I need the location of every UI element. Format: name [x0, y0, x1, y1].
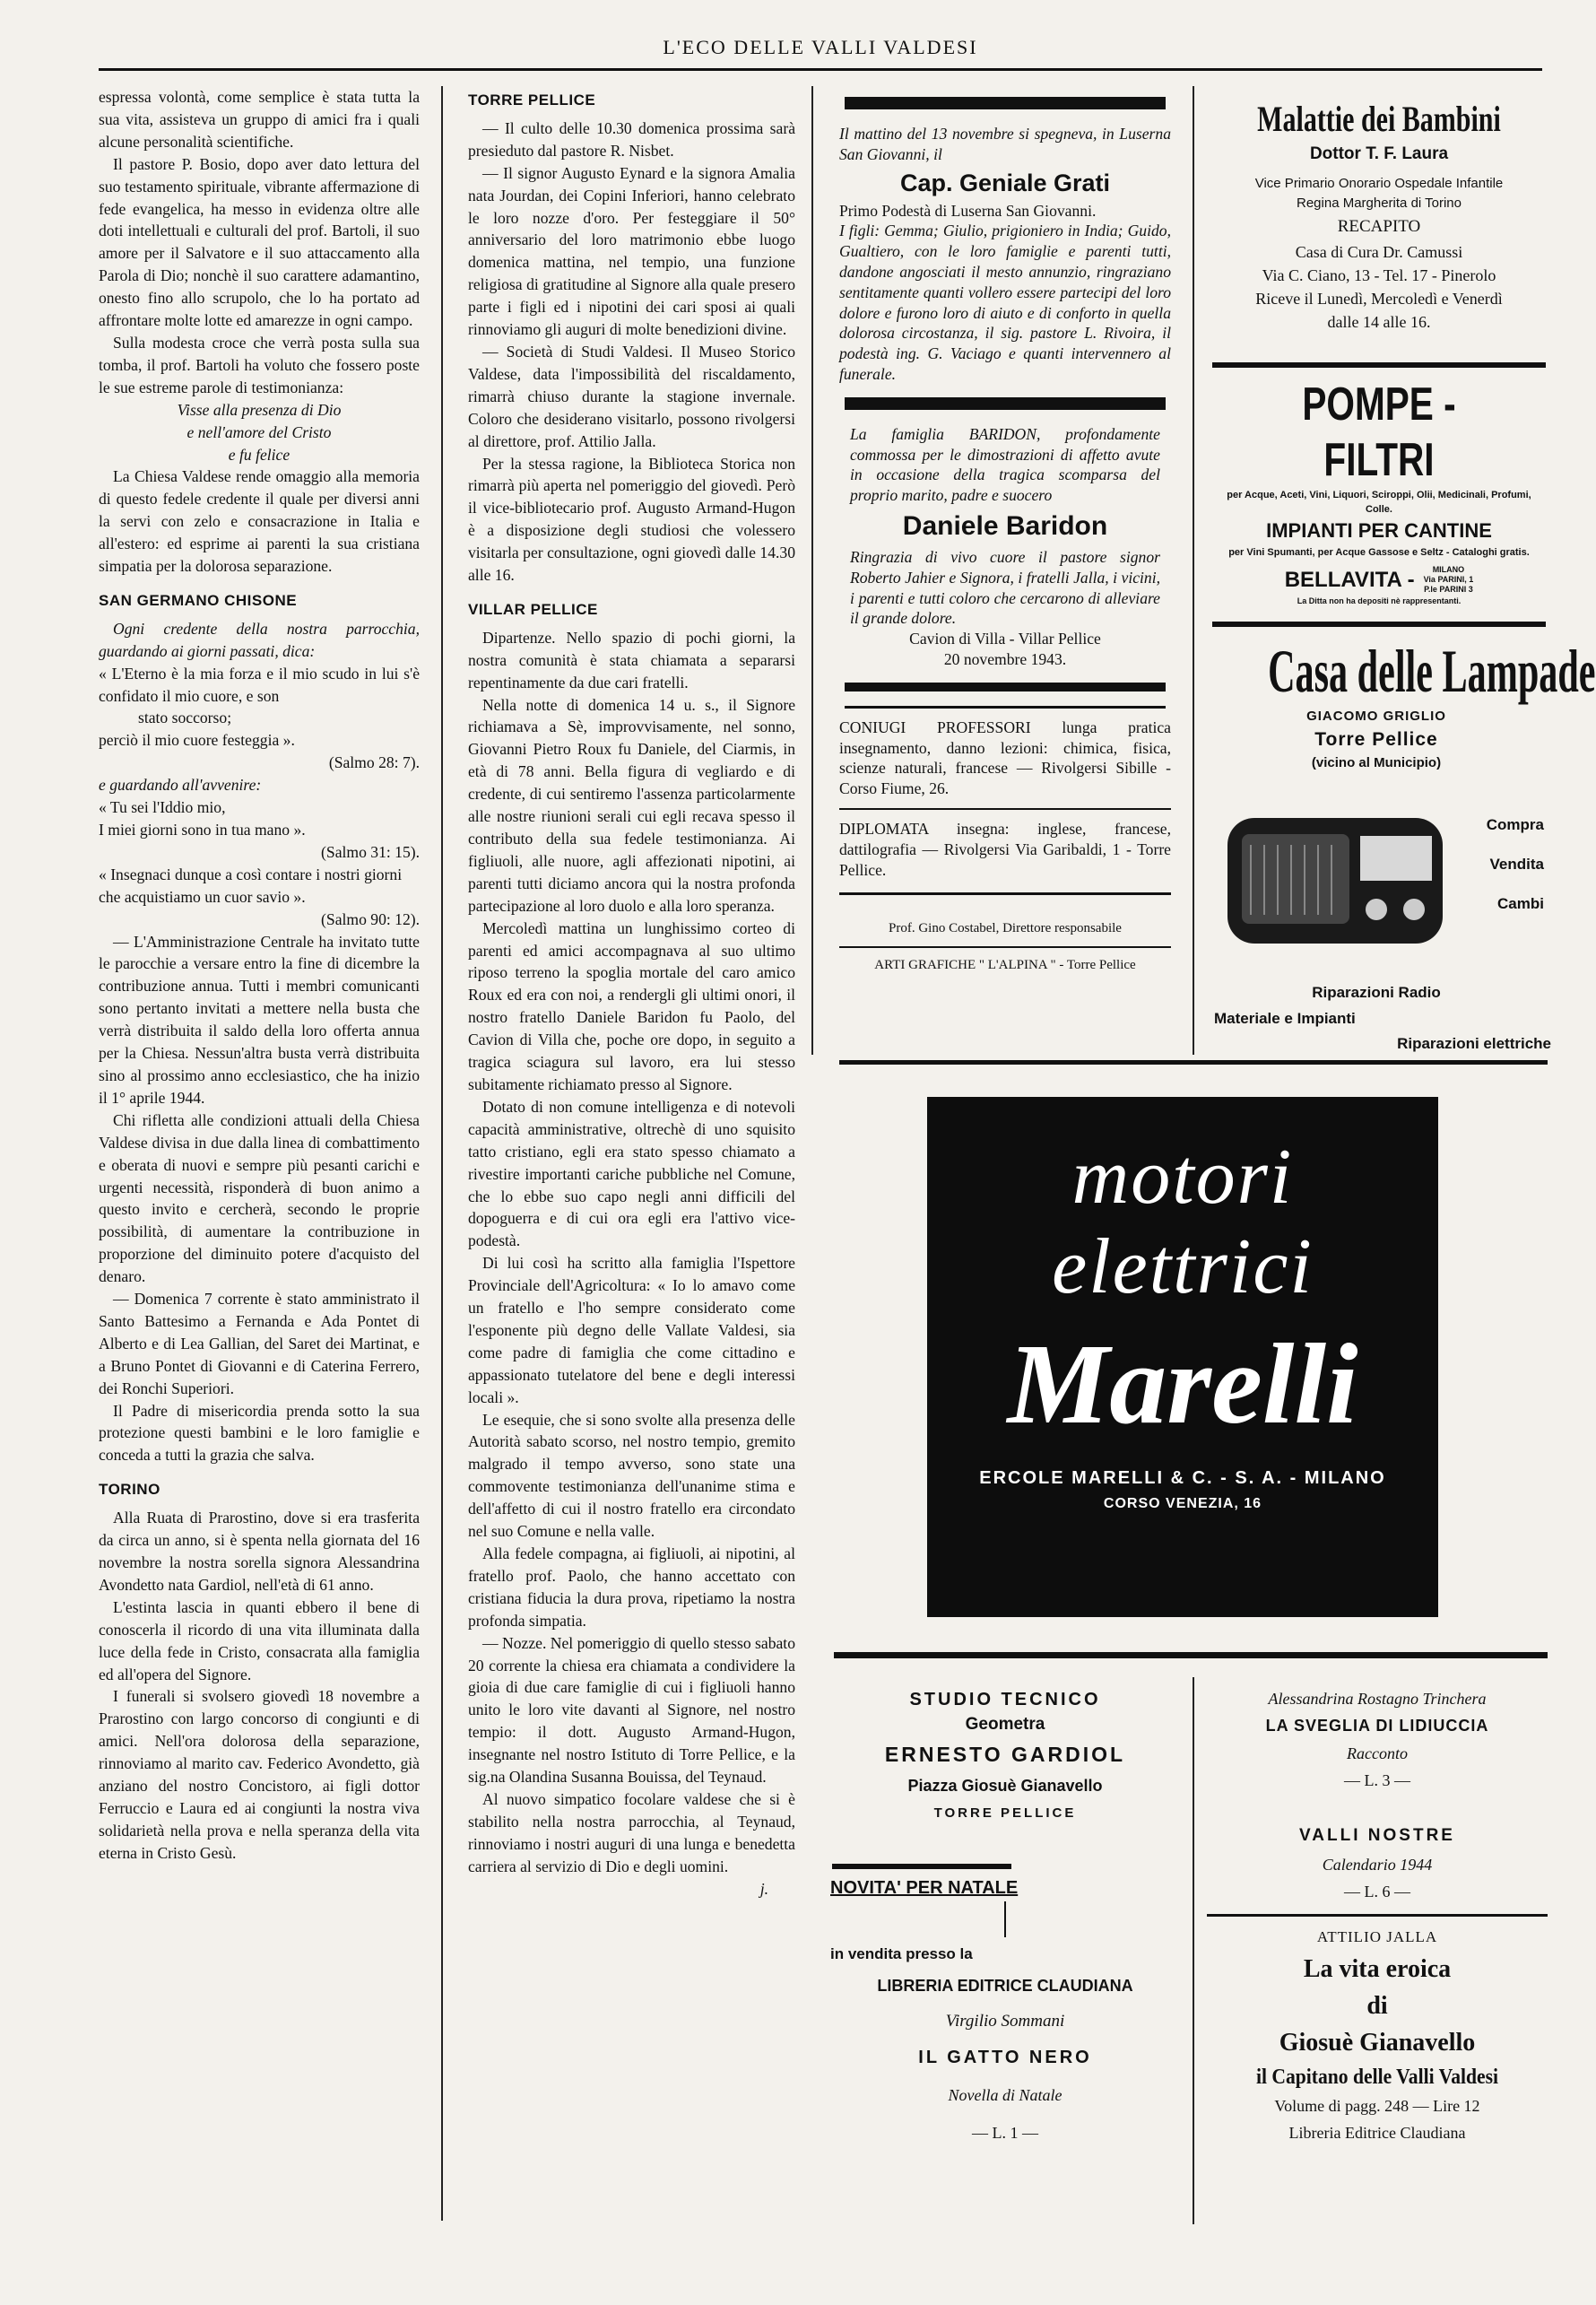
book-price: — L. 3 —: [1344, 1771, 1410, 1789]
rule: [845, 706, 1166, 709]
paragraph: Al nuovo simpatico focolare valdese che si è stabilito nella nostra parrocchia, al Teynaud, rinnoviamo i nostri auguri di una lunga e benedetta carriera al servizio di Dio e degli uomini.: [468, 1789, 795, 1875]
ad-service: Compra: [1486, 816, 1544, 833]
book-title: di: [1366, 1992, 1388, 2020]
ad-doctor: Dottor T. F. Laura: [1309, 144, 1449, 163]
ad-divider: [1212, 362, 1546, 368]
paragraph: Per la stessa ragione, la Biblioteca Storica non rimarrà più aperta nel pomeriggio del giovedì. Però il vice-bibliotecario prof. Augusto Armand-Hugon è a disposizione degli studiosi che volessero visitarla per consultazione, ogni giovedì dalle 14.30 alle 16.: [468, 454, 795, 585]
ad-line: dalle 14 alle 16.: [1327, 313, 1431, 331]
section-divider: [839, 1060, 1548, 1065]
book-title: il Capitano delle Valli Valdesi: [1255, 2066, 1499, 2089]
verse: « Insegnaci dunque a così contare i nostri giorni: [99, 865, 403, 883]
paragraph: Dipartenze. Nello spazio di pochi giorni, la nostra comunità è stata chiamata a separarsi repentinamente da due cari fratelli.: [468, 628, 795, 692]
column-divider: [1193, 86, 1194, 1055]
ad-brand: BELLAVITA -: [1284, 567, 1415, 592]
paragraph: espressa volontà, come semplice è stata tutta la sua vita, assisteva un gruppo di amici fra i quali alcune personalità scientifiche.: [99, 88, 420, 151]
book-title: LA SVEGLIA DI LIDIUCCIA: [1265, 1717, 1489, 1735]
paragraph: — Nozze. Nel pomeriggio di quello stesso sabato 20 corrente la chiesa era chiamata a condividere la gioia di due care famiglie di cui i figliuoli hanno unito le loro vite davanti al Signore, nel nostro tempio: il dott. Augusto Armand-Hugon, insegnante nel nostro Istituto di Torre Pellice, e la sig.na Olandina Susanna Bouissa, del Teynaud.: [468, 1633, 795, 1787]
ad-address: Via PARINI, 1: [1423, 575, 1474, 584]
obituary-grati: [839, 124, 1171, 385]
paragraph: Di lui così ha scritto alla famiglia l'Ispettore Provinciale dell'Agricoltura: « Io lo amavo come un fratello e l'ho sempre considerato come l'esponente più degno delle Vallate Valdesi, sia come padre di famiglia che come cittadino e appassionato tutelatore del bene e degli interessi locali ».: [468, 1254, 795, 1406]
paragraph: L'estinta lascia in quanti ebbero il bene di conoscerla il ricordo di una vita illuminata dalla luce della fede in Cristo, consacrata alla famiglia ed all'opera del Signore.: [99, 1597, 420, 1683]
verse: stato soccorso;: [138, 709, 232, 727]
column-1: [99, 86, 420, 1865]
ad-title: NOVITA' PER NATALE: [830, 1878, 1019, 1898]
notice-line: Primo Podestà di Luserna San Giovanni.: [839, 201, 1097, 220]
paragraph: Sulla modesta croce che verrà posta sulla sua tomba, il prof. Bartoli ha voluto che fossero poste le sue estreme parole di testimonianza:: [99, 333, 420, 396]
notice-intro: Il mattino del 13 novembre si spegneva, in Luserna San Giovanni, il: [839, 125, 1171, 163]
paragraph: — Il signor Augusto Eynard e la signora Amalia nata Jourdan, dei Copini Inferiori, hanno celebrato le loro nozze d'oro. Per festeggiare il 50° anniversario del loro matrimonio ebbe luogo domenica mattina, nel tempio, una funzione religiosa di gratitudine al Signore alla quale presero parte i figli ed i nipotini dei cari sposi ai quali rinnoviamo gli auguri di molte benedizioni divine.: [468, 163, 795, 339]
notice-name: Daniele Baridon: [902, 510, 1108, 541]
ad-line: (vicino al Municipio): [1311, 755, 1442, 770]
notice-place: Cavion di Villa - Villar Pellice: [909, 630, 1101, 648]
obituary-baridon: [839, 424, 1171, 670]
ad-line: Regina Margherita di Torino: [1297, 196, 1462, 211]
ad-pediatrician: [1212, 97, 1546, 334]
ad-title: POMPE - FILTRI: [1302, 378, 1456, 486]
verse: perciò il mio cuore festeggia ».: [99, 731, 295, 750]
ad-line: Geometra: [965, 1715, 1045, 1734]
quote-line: e nell'amore del Cristo: [186, 422, 332, 441]
verse-reference: (Salmo 31: 15).: [321, 842, 420, 861]
section-heading: TORINO: [99, 1481, 160, 1499]
book-title: Giosuè Gianavello: [1279, 2029, 1476, 2057]
section-heading: VILLAR PELLICE: [468, 600, 598, 618]
ad-line: STUDIO TECNICO: [909, 1690, 1101, 1709]
paragraph: Mercoledì mattina un lunghissimo corteo di parenti ed amici accompagnava al suo ultimo riposo terreno la spoglia mortale del caro amico Roux ed era con noi, a rendergli gli ultimi onori, il nostro fratello Daniele Baridon fu Paolo, del Cavion di Villa che, poche ore dopo, in seguito a tragica sciagura sul lavoro, era lui stesso subitamente richiamato presso al Signore.: [468, 918, 795, 1093]
paragraph: Alla fedele compagna, ai figliuoli, ai nipotini, al fratello prof. Paolo, che hanno accettato con cristiana fiducia la dura prova, ripetiamo la nostra profonda simpatia.: [468, 1544, 795, 1630]
paragraph: — Domenica 7 corrente è stato amministrato il Santo Battesimo a Fernanda e Ada Pontet di Alberto e di Lea Gallian, del Saret dei Martinat, e a Bruno Pontet di Giovanni e di Caterina Ferrero, dei Ronchi Superiori.: [99, 1290, 420, 1397]
section-heading: SAN GERMANO CHISONE: [99, 591, 298, 609]
ad-brand: Marelli: [1007, 1320, 1358, 1448]
ad-line: motori: [1071, 1134, 1294, 1221]
paragraph: Il Padre di misericordia prenda sotto la sua protezione questi bambini e le loro famiglie e conceda a tutti la grazia che salva.: [99, 1401, 420, 1465]
paragraph: La Chiesa Valdese rende omaggio alla memoria di questo fedele credente il quale per diversi anni la servi con zelo e consacrazione in Italia e all'estero: ed esprime ai parenti la sua cristiana simpatia per la dolorosa separazione.: [99, 467, 420, 576]
ad-line: Riparazioni elettriche: [1397, 1035, 1551, 1052]
book-author: ATTILIO JALLA: [1316, 1928, 1438, 1945]
verse-reference: (Salmo 28: 7).: [328, 753, 420, 772]
book-kind: Calendario 1944: [1322, 1856, 1433, 1874]
ad-line: TORRE PELLICE: [933, 1805, 1077, 1821]
column-divider: [1193, 1677, 1194, 2224]
rule: [839, 808, 1171, 810]
ad-line: per Vini Spumanti, per Acque Gassose e Seltz - Cataloghi gratis.: [1228, 547, 1530, 558]
classified-ad: CONIUGI PROFESSORI lunga pratica insegnamento, danno lezioni: chimica, fisica, scienze naturali, francese — Rivolgersi Sibille - Corso Fiume, 26.: [839, 718, 1171, 798]
notice-body: Ringrazia di vivo cuore il pastore signor Roberto Jahier e Signora, i fratelli Jalla, i vicini, i parenti e tutti coloro che cercarono di alleviare il grande dolore.: [850, 547, 1160, 628]
classified-ad: DIPLOMATA insegna: inglese, francese, dattilografia — Rivolgersi Via Garibaldi, 1 - Torre Pellice.: [839, 819, 1171, 879]
ad-marelli: [927, 1097, 1438, 1617]
ad-owner: GIACOMO GRIGLIO: [1306, 709, 1446, 724]
verse: « Tu sei l'Iddio mio,: [99, 798, 226, 817]
verse: I miei giorni sono in tua mano ».: [99, 821, 306, 839]
signature: j.: [759, 1879, 768, 1898]
ad-divider: [1212, 622, 1546, 627]
rule: [1207, 1914, 1548, 1917]
classifieds: [839, 718, 1171, 976]
paragraph: Nella notte di domenica 14 u. s., il Signore richiamava a Sè, improvvisamente, nel sonno, Giovanni Pietro Roux fu Daniele, del Ciarmis, in età di 78 anni. Bella figura di vegliardo e di credente, di cui sentiremo l'assenza particolarmente alle nostre riunioni serali cui egli recava spesso il contributo della sua fedele testimonianza. Ai figliuoli, alle nuore, agli affezionati nipotini, ai parenti tutti diciamo ancora qui la nostra profonda partecipazione al loro duolo e alla loro speranza.: [468, 695, 795, 915]
ad-price: — L. 1 —: [972, 2124, 1038, 2142]
ad-author: Virgilio Sommani: [945, 2012, 1065, 2031]
verse: « L'Eterno è la mia forza e il mio scudo in lui s'è confidato il mio cuore, e son: [99, 664, 420, 705]
paragraph: — Il culto delle 10.30 domenica prossima sarà presieduto dal pastore R. Nisbet.: [468, 118, 795, 160]
ad-line: Casa di Cura Dr. Camussi: [1295, 243, 1463, 261]
ad-line: La Ditta non ha depositi nè rappresentanti.: [1297, 596, 1462, 605]
ad-line: Riceve il Lunedì, Mercoledì e Venerdì: [1255, 290, 1503, 308]
printer-line: ARTI GRAFICHE " L'ALPINA " - Torre Pellice: [874, 958, 1136, 973]
ad-line: elettrici: [1052, 1223, 1314, 1310]
book-author: Alessandrina Rostagno Trinchera: [1268, 1690, 1487, 1708]
ad-studio-gardiol: [830, 1686, 1180, 1828]
notice-body: I figli: Gemma; Giulio, prigioniero in India; Guido, Gualtiero, con le loro famiglie e parenti tutti, dandone angosciati il mesto annunzio, ringraziano sentitamente quanti vollero essere partecipi del loro dolore e furono loro di aiuto e di conforto in quella dolorosa circostanza, il sig. pastore L. Rivoira, il podestà ing. G. Vaciago e quanti intervennero al funerale.: [839, 222, 1171, 383]
section-heading: TORRE PELLICE: [468, 91, 596, 109]
notice-name: Cap. Geniale Grati: [899, 169, 1111, 196]
ad-address: CORSO VENEZIA, 16: [1103, 1496, 1262, 1511]
paragraph: Chi rifletta alle condizioni attuali della Chiesa Valdese divisa in due dalla linea di combattimento e oberata di nuovi e sempre più pesanti carichi e urgenti necessità, risponderà di buon animo a questo invito e cercherà, secondo le proprie possibilità, di aumentare la contribuzione in proporzione del diminuito potere d'acquisto del denaro.: [99, 1110, 420, 1286]
ad-shop: LIBRERIA EDITRICE CLAUDIANA: [877, 1977, 1133, 1995]
column-3: [839, 97, 1171, 976]
ad-christmas-books: [830, 1864, 1180, 2151]
ad-pumps: [1212, 377, 1546, 607]
ad-service: Cambi: [1497, 895, 1544, 912]
ad-line: Materiale e Impianti: [1214, 1010, 1356, 1027]
ad-claudiana-books: [1207, 1686, 1548, 2146]
quote-line: Visse alla presenza di Dio: [177, 400, 342, 419]
paragraph: Alla Ruata di Prarostino, dove si era trasferita da circa un anno, si è spenta nella giornata del 16 novembre la nostra sorella signora Alessandrina Avondetto nata Gardiol, nell'età di 61 anno.: [99, 1509, 420, 1594]
ad-company: ERCOLE MARELLI & C. - S. A. - MILANO: [979, 1468, 1386, 1488]
ad-title: Malattie dei Bambini: [1257, 99, 1501, 139]
book-publisher: Libreria Editrice Claudiana: [1288, 2124, 1466, 2142]
book-title: La vita eroica: [1303, 1955, 1452, 1983]
column-divider: [811, 86, 813, 1055]
ad-kind: Novella di Natale: [948, 2086, 1063, 2104]
column-2: [468, 86, 795, 1901]
arrow-down-icon: [996, 1901, 1014, 1941]
ad-line: Vice Primario Onorario Ospedale Infantile: [1254, 176, 1504, 191]
ad-city: Torre Pellice: [1314, 729, 1438, 750]
rule: [839, 946, 1171, 948]
rule: [839, 892, 1171, 895]
paragraph: — L'Amministrazione Centrale ha invitato tutte le parocchie a versare entro la fine di dicembre la contribuzione annua. Tutti i membri comunicanti sono pertanto invitati a mettere nella busta che verrà distribuita il saldo della loro offerta annua per la Chiesa. Nessun'altra busta verrà distribuita sino al prossimo anno ecclesiastico, che ha inizio il 1° aprile 1944.: [99, 932, 420, 1107]
verse-reference: (Salmo 90: 12).: [321, 909, 420, 928]
ad-name: ERNESTO GARDIOL: [884, 1743, 1126, 1766]
paragraph: Ogni credente della nostra parrocchia, guardando ai giorni passati, dica:: [99, 619, 420, 660]
paragraph: — Società di Studi Valdesi. Il Museo Storico Valdese, data l'impossibilità del riscaldamento, rimarrà chiuso durante la stagione invernale. Coloro che desiderano visitarlo, possono rivolgersi al direttore, prof. Attilio Jalla.: [468, 342, 795, 450]
ad-line: Via C. Ciano, 13 - Tel. 17 - Pinerolo: [1262, 266, 1496, 284]
ad-line: per Acque, Aceti, Vini, Liquori, Sciroppi, Olii, Medicinali, Profumi, Colle.: [1227, 490, 1531, 515]
column-divider: [441, 86, 443, 2221]
ad-address: P.le PARINI 3: [1424, 585, 1473, 594]
book-title: VALLI NOSTRE: [1299, 1826, 1455, 1845]
rule: [832, 1864, 1011, 1869]
paragraph: e guardando all'avvenire:: [99, 776, 262, 795]
ad-address: MILANO: [1432, 565, 1465, 574]
radio-illustration: [1224, 809, 1448, 952]
director-line: Prof. Gino Costabel, Direttore responsabile: [889, 921, 1122, 936]
ad-title: Casa delle Lampade: [1268, 637, 1596, 705]
ad-book: IL GATTO NERO: [918, 2048, 1092, 2067]
ad-lamp-shop: [1201, 635, 1596, 1057]
notice-intro: La famiglia BARIDON, profondamente commossa per le dimostrazioni di affetto avute in occasione della tragica scomparsa del proprio marito, padre e suocero: [850, 424, 1160, 505]
verse: che acquistiamo un cuor savio ».: [99, 887, 306, 906]
paragraph: I funerali si svolsero giovedì 18 novembre a Prarostino con largo concorso di congiunti e di amici. Nell'ora dolorosa della separazione, rinnoviamo al marito cav. Federico Avondetto, già anziano del nostro Concistoro, ai figli dottor Ferruccio e Laura ed ai congiunti la nostra viva solidarietà nella prova e nella speranza della vita eterna in Cristo Gesù.: [99, 1687, 420, 1862]
paragraph: Il pastore P. Bosio, dopo aver dato lettura del suo testamento spirituale, vibrante affermazione di fede evangelica, ha messo in evidenza oltre alle doti intellettuali e culturali del prof. Bartoli, il suo amore per il Salvatore e il suo attaccamento alla Parola di Dio; nonchè il suo carattere adamantino, onesto fino allo scrupolo, che lo ha portato ad affrontare molte lotte ed amarezze in ogni campo.: [99, 154, 420, 330]
black-bar: [845, 683, 1166, 692]
newspaper-title: L'ECO DELLE VALLI VALDESI: [663, 36, 978, 58]
quote-line: e fu felice: [228, 445, 291, 464]
page-header: [99, 36, 1542, 71]
book-volume: Volume di pagg. 248 — Lire 12: [1274, 2097, 1480, 2115]
book-kind: Racconto: [1347, 1744, 1408, 1762]
book-price: — L. 6 —: [1344, 1883, 1410, 1901]
section-divider: [834, 1652, 1548, 1658]
ad-line: Piazza Giosuè Gianavello: [907, 1777, 1103, 1795]
ad-line: RECAPITO: [1337, 217, 1421, 236]
ad-line: in vendita presso la: [830, 1945, 973, 1962]
black-bar: [845, 97, 1166, 109]
ad-service: Vendita: [1489, 856, 1544, 873]
notice-date: 20 novembre 1943.: [943, 649, 1067, 668]
paragraph: Dotato di non comune intelligenza e di notevoli capacità amministrative, oltrechè di uno squisito tatto cristiano, egli era stato spesso chiamato a rivestire importanti cariche pubbliche nel Comune, che lo ebbe suo capo negli anni difficili del dopoguerra e di cui ora egli era l'attivo vice-podestà.: [468, 1097, 795, 1250]
black-bar: [845, 397, 1166, 410]
paragraph: Le esequie, che si sono svolte alla presenza delle Autorità sabato scorso, nel nostro tempio, gremito malgrado il tempo avverso, sono state una commovente testimonianza dell'unanime stima e dell'affetto di cui il nostro fratello era circondato nel suo Comune e nella valle.: [468, 1410, 795, 1541]
ad-line: Riparazioni Radio: [1312, 984, 1441, 1001]
ad-line: IMPIANTI PER CANTINE: [1266, 519, 1492, 542]
